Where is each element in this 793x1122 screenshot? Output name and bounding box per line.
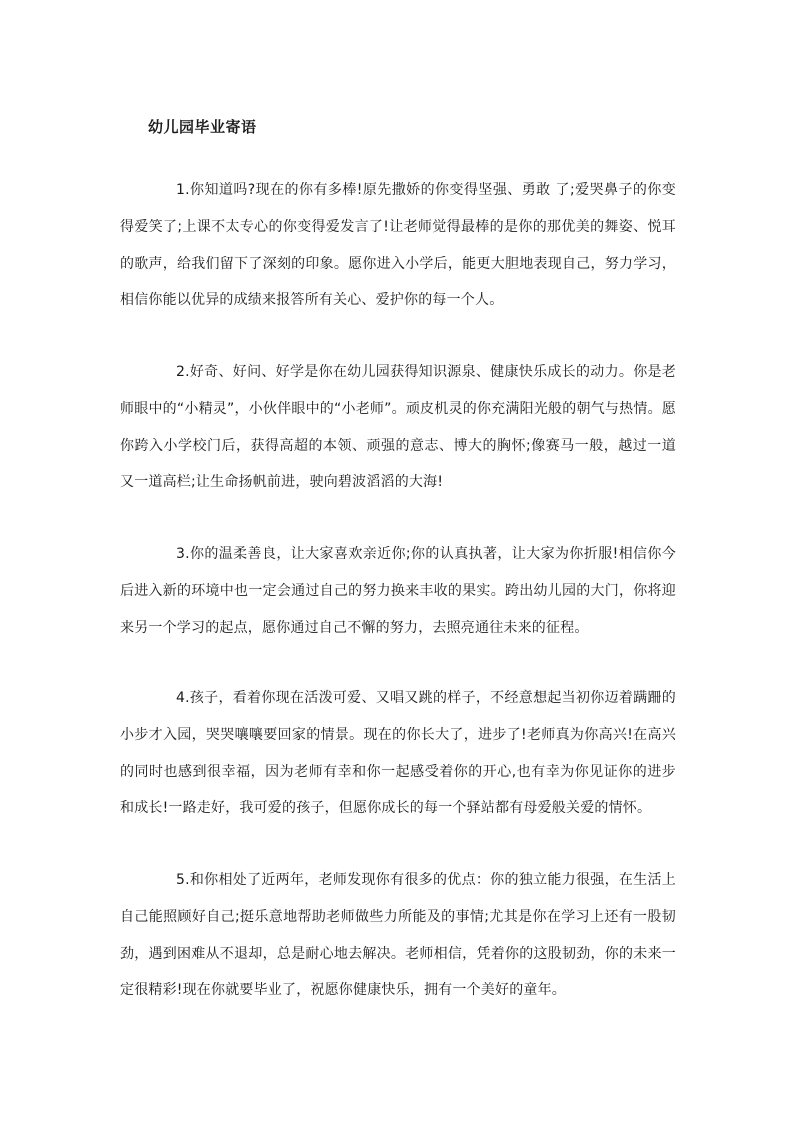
paragraph-4: 4.孩子，看着你现在活泼可爱、又唱又跳的样子，不经意想起当初你迈着蹒跚的小步才入园，哭哭嚷嚷要回家的情景。现在的你长大了，进步了!老师真为你高兴!在高兴的同时也感到很幸福，因为老师有幸和你一起感受着你的开心,也有幸为你见证你的进步和成长!一路走好，我可爱的孩子，但愿你成长的每一个驿站都有母爱般关爱的情怀。 (120, 690, 676, 817)
paragraph-1: 1.你知道吗?现在的你有多棒!原先撒娇的你变得坚强、勇敢 了;爱哭鼻子的你变得爱笑了;上课不太专心的你变得爱发言了!让老师觉得最棒的是你的那优美的舞姿、悦耳的歌声，给我们留下了深刻的印象。愿你进入小学后，能更大胆地表现自己，努力学习，相信你能以优异的成绩来报答所有关心、爱护你的每一个人。 (120, 182, 676, 309)
paragraph-3: 3.你的温柔善良，让大家喜欢亲近你;你的认真执著，让大家为你折服!相信你今后进入新的环境中也一定会通过自己的努力换来丰收的果实。跨出幼儿园的大门，你将迎来另一个学习的起点，愿你通过自己不懈的努力，去照亮通往未来的征程。 (120, 546, 676, 636)
document-title: 幼儿园毕业寄语 (148, 118, 257, 136)
paragraph-2: 2.好奇、好问、好学是你在幼儿园获得知识源泉、健康快乐成长的动力。你是老师眼中的“小精灵”，小伙伴眼中的“小老师”。顽皮机灵的你充满阳光般的朝气与热情。愿你跨入小学校门后，获得高超的本领、顽强的意志、博大的胸怀;像赛马一般，越过一道又一道高栏;让生命扬帆前进，驶向碧波滔滔的大海! (120, 364, 676, 491)
paragraph-5: 5.和你相处了近两年，老师发现你有很多的优点：你的独立能力很强，在生活上自己能照顾好自己;挺乐意地帮助老师做些力所能及的事情;尤其是你在学习上还有一股韧劲，遇到困难从不退却，总是耐心地去解决。老师相信，凭着你的这股韧劲，你的未来一定很精彩!现在你就要毕业了，祝愿你健康快乐，拥有一个美好的童年。 (120, 872, 676, 999)
